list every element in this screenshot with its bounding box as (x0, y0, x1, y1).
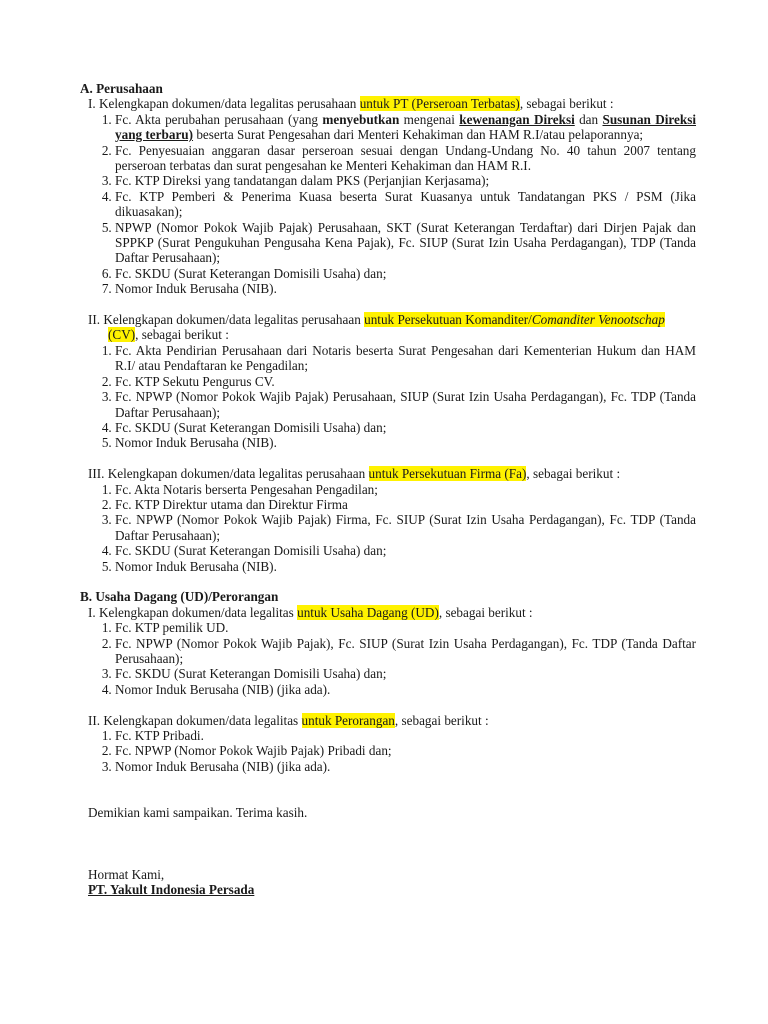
list-item: 3. Nomor Induk Berusaha (NIB) (jika ada). (115, 759, 696, 774)
list-item: 2. Fc. Penyesuaian anggaran dasar perseroan sesuai dengan Undang-Undang No. 40 tahun 2007 tentang perseroan terbatas dan surat pengesahan ke Menteri Kehakiman dan HAM R.I. (115, 143, 696, 174)
list-item: 1. Fc. KTP pemilik UD. (115, 620, 696, 635)
list-item: 4. Fc. SKDU (Surat Keterangan Domisili Usaha) dan; (115, 543, 696, 558)
heading-text: II. Kelengkapan dokumen/data legalitas (88, 712, 302, 728)
list-item: 1. Fc. Akta perubahan perusahaan (yang menyebutkan mengenai kewenangan Direksi dan Susunan Direksi yang terbaru) beserta Surat Pengesahan dari Menteri Kehakiman dan HAM R.I/atau pelaporannya; (115, 112, 696, 143)
list-item: 1. Fc. Akta Pendirian Perusahaan dari Notaris beserta Surat Pengesahan dari Kementerian Hukum dan HAM R.I/ atau Pendaftaran ke Pengadilan; (115, 343, 696, 374)
list-item: 6. Fc. SKDU (Surat Keterangan Domisili Usaha) dan; (115, 266, 696, 281)
list-item: 3. Fc. NPWP (Nomor Pokok Wajib Pajak) Perusahaan, SIUP (Surat Izin Usaha Perdagangan), Fc. TDP (Tanda Daftar Perusahaan); (115, 389, 696, 420)
regards-text: Hormat Kami, (88, 866, 165, 882)
heading-text: II. Kelengkapan dokumen/data legalitas perusahaan (88, 312, 365, 328)
heading-text: III. Kelengkapan dokumen/data legalitas perusahaan (88, 466, 369, 482)
list-a-iii (80, 482, 696, 574)
list-item: 4. Nomor Induk Berusaha (NIB) (jika ada). (115, 682, 696, 697)
list-b-ii (80, 728, 696, 774)
list-item: 3. Fc. NPWP (Nomor Pokok Wajib Pajak) Firma, Fc. SIUP (Surat Izin Usaha Perdagangan), Fc. TDP (Tanda Daftar Perusahaan); (115, 512, 696, 543)
highlight-perorangan: untuk Perorangan (301, 712, 395, 728)
list-a-ii (80, 343, 696, 451)
list-item: 4. Fc. KTP Pemberi & Penerima Kuasa beserta Surat Kuasanya untuk Tandatangan PKS / PSM (Jika dikuasakan); (115, 189, 696, 220)
list-item: 2. Fc. NPWP (Nomor Pokok Wajib Pajak), Fc. SIUP (Surat Izin Usaha Perdagangan), Fc. TDP (Tanda Daftar Perusahaan); (115, 636, 696, 667)
heading-text: I. Kelengkapan dokumen/data legalitas (88, 604, 298, 620)
list-item: 2. Fc. NPWP (Nomor Pokok Wajib Pajak) Pribadi dan; (115, 743, 696, 758)
list-b-i (80, 620, 696, 697)
list-a-i (80, 112, 696, 297)
list-item: 1. Fc. KTP Pribadi. (115, 728, 696, 743)
section-a-ii-heading (88, 312, 696, 343)
list-item: 3. Fc. SKDU (Surat Keterangan Domisili Usaha) dan; (115, 666, 696, 681)
spacer (80, 790, 696, 805)
list-item: 2. Fc. KTP Sekutu Pengurus CV. (115, 374, 696, 389)
company-name: PT. Yakult Indonesia Persada (88, 882, 255, 897)
list-item: 5. Nomor Induk Berusaha (NIB). (115, 435, 696, 450)
list-item: 1. Fc. Akta Notaris berserta Pengesahan Pengadilan; (115, 482, 696, 497)
heading-suffix: , sebagai berikut : (135, 327, 229, 343)
highlight-cv: untuk Persekutuan Komanditer/Comanditer Venootschap (CV) (108, 312, 665, 343)
heading-suffix: , sebagai berikut : (526, 466, 621, 482)
section-b-ii-heading (88, 713, 696, 728)
highlight-pt: untuk PT (Perseroan Terbatas) (359, 96, 520, 112)
section-b-i-heading (88, 605, 696, 620)
spacer (80, 820, 696, 851)
highlight-ud: untuk Usaha Dagang (UD) (297, 604, 439, 620)
section-a-iii-heading (88, 466, 696, 481)
section-a-title: A. Perusahaan (80, 81, 163, 96)
closing-text: Demikian kami sampaikan. Terima kasih. (88, 805, 308, 820)
list-item: 7. Nomor Induk Berusaha (NIB). (115, 281, 696, 296)
list-item: 3. Fc. KTP Direksi yang tandatangan dalam PKS (Perjanjian Kerjasama); (115, 173, 696, 188)
list-item: 5. Nomor Induk Berusaha (NIB). (115, 559, 696, 574)
heading-suffix: , sebagai berikut : (394, 712, 489, 728)
list-item: 4. Fc. SKDU (Surat Keterangan Domisili Usaha) dan; (115, 420, 696, 435)
highlight-fa: untuk Persekutuan Firma (Fa) (368, 466, 527, 482)
heading-text: I. Kelengkapan dokumen/data legalitas perusahaan (88, 96, 360, 112)
heading-suffix: , sebagai berikut : (519, 96, 614, 112)
heading-suffix: , sebagai berikut : (438, 604, 533, 620)
section-a-i-heading (88, 96, 696, 111)
spacer (80, 851, 696, 866)
section-b-title: B. Usaha Dagang (UD)/Perorangan (80, 589, 279, 605)
list-item: 5. NPWP (Nomor Pokok Wajib Pajak) Perusahaan, SKT (Surat Keterangan Terdaftar) dari Dirjen Pajak dan SPPKP (Surat Pengukuhan Pengusaha Kena Pajak), Fc. SIUP (Surat Izin Usaha Perdagangan), TDP (Tanda Daftar Perusahaan); (115, 220, 696, 266)
list-item: 2. Fc. KTP Direktur utama dan Direktur Firma (115, 497, 696, 512)
